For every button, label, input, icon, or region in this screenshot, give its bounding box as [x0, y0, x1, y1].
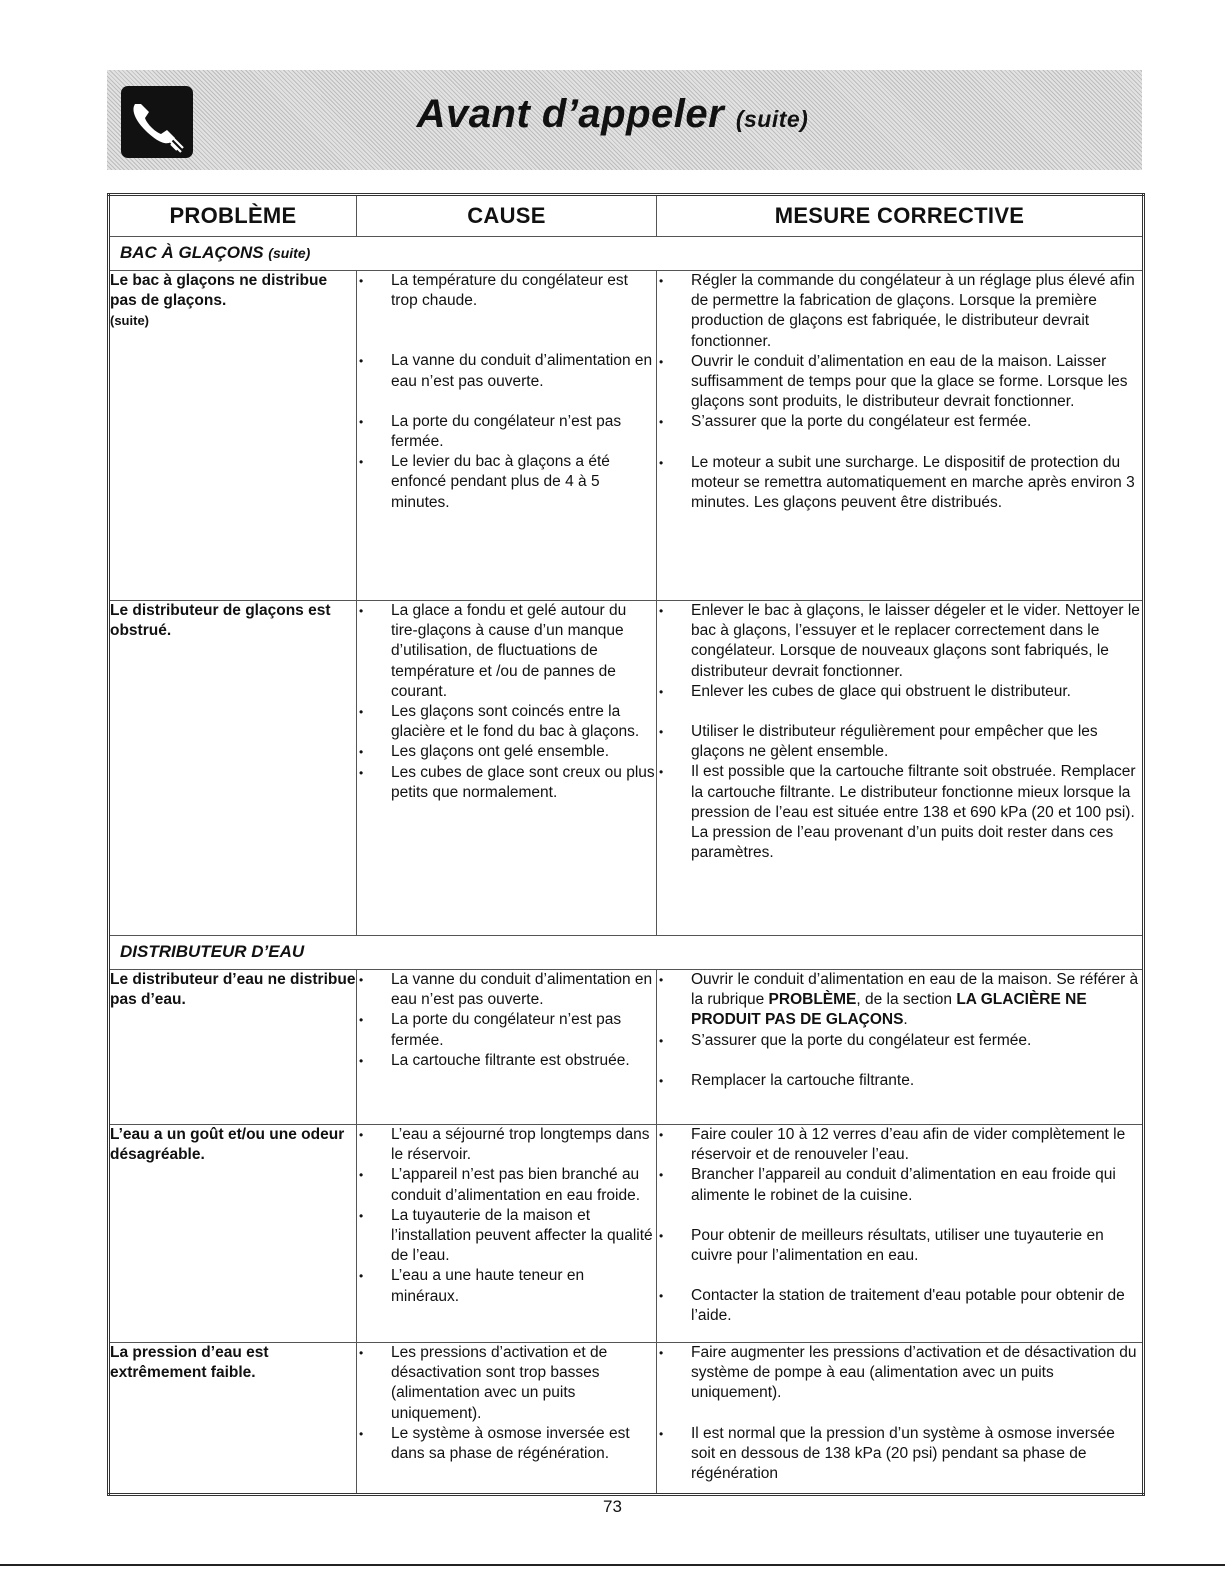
column-header-mesure-corrective: MESURE CORRECTIVE	[657, 195, 1144, 237]
page-number: 73	[603, 1497, 622, 1516]
table-row	[109, 601, 1144, 936]
section-header-bac-a-glacons	[109, 237, 1144, 271]
problem-text: Le distributeur d’eau ne distribue pas d’eau.	[109, 970, 357, 1125]
cause-list	[357, 601, 656, 803]
action-item: • Enlever les cubes de glace qui obstruent le distributeur.	[657, 682, 1142, 702]
table-row	[109, 1343, 1144, 1495]
cause-item: • La vanne du conduit d’alimentation en eau n’est pas ouverte.	[357, 351, 656, 391]
problem-suffix: (suite)	[110, 313, 149, 328]
action-list	[657, 1125, 1142, 1327]
cause-item: • La porte du congélateur n’est pas fermée.	[357, 1010, 656, 1050]
action-item: • Enlever le bac à glaçons, le laisser dégeler et le vider. Nettoyer le bac à glaçons, l’essuyer et le replacer correctement dans le congélateur. Lorsque de nouveaux glaçons sont fabriqués, le distributeur devrait fonctionner.	[657, 601, 1142, 682]
cause-item: • Les glaçons ont gelé ensemble.	[357, 742, 656, 762]
action-item: • S’assurer que la porte du congélateur est fermée.	[657, 412, 1142, 432]
action-item: • Il est normal que la pression d’un système à osmose inversée soit en dessous de 138 kPa (20 psi) pendant sa phase de régénération	[657, 1424, 1142, 1485]
problem-text: La pression d’eau est extrêmement faible.	[109, 1343, 357, 1495]
action-item: • Faire couler 10 à 12 verres d’eau afin de vider complètement le réservoir et de renouveler l’eau.	[657, 1125, 1142, 1165]
problem-text: L’eau a un goût et/ou une odeur désagréable.	[109, 1125, 357, 1343]
cause-list	[357, 970, 656, 1071]
table-header-row	[109, 195, 1144, 237]
keyword-probleme: PROBLÈME	[768, 991, 857, 1009]
page-bottom-rule	[0, 1564, 1225, 1566]
page-title: Avant d’appeler (suite)	[416, 92, 809, 136]
cause-item: • L’appareil n’est pas bien branché au conduit d’alimentation en eau froide.	[357, 1165, 656, 1205]
cause-item: • Le levier du bac à glaçons a été enfoncé pendant plus de 4 à 5 minutes.	[357, 452, 656, 513]
cause-list	[357, 1125, 656, 1307]
cause-item: • La glace a fondu et gelé autour du tire-glaçons à cause d’un manque d’utilisation, de fluctuations de température et /ou de pannes de courant.	[357, 601, 656, 702]
section-label: DISTRIBUTEUR D’EAU	[109, 936, 357, 970]
action-item: • S’assurer que la porte du congélateur est fermée.	[657, 1031, 1142, 1051]
column-header-probleme: PROBLÈME	[109, 195, 357, 237]
action-item: • Ouvrir le conduit d’alimentation en eau de la maison. Se référer à la rubrique PROBLÈME, de la section LA GLACIÈRE NE PRODUIT PAS DE GLAÇONS.	[657, 970, 1142, 1031]
cause-list	[357, 1343, 656, 1464]
cause-item: • Les cubes de glace sont creux ou plus petits que normalement.	[357, 763, 656, 803]
problem-text: Le bac à glaçons ne distribue pas de glaçons.	[110, 272, 328, 309]
cause-item: • L’eau a une haute teneur en minéraux.	[357, 1266, 656, 1306]
cause-list	[357, 271, 656, 513]
cause-item: • Le système à osmose inversée est dans sa phase de régénération.	[357, 1424, 656, 1464]
keyword-section-title: LA GLACIÈRE NE PRODUIT PAS DE GLAÇONS	[691, 991, 1087, 1029]
action-list	[657, 601, 1142, 863]
action-list	[657, 271, 1142, 513]
cause-item: • La porte du congélateur n’est pas fermée.	[357, 412, 656, 452]
action-item: • Utiliser le distributeur régulièrement pour empêcher que les glaçons ne gèlent ensemble.	[657, 722, 1142, 762]
section-header-distributeur-d-eau	[109, 936, 1144, 970]
cause-item: • La vanne du conduit d’alimentation en eau n’est pas ouverte.	[357, 970, 656, 1010]
action-item: • Contacter la station de traitement d'eau potable pour obtenir de l’aide.	[657, 1286, 1142, 1326]
action-item: • Ouvrir le conduit d’alimentation en eau de la maison. Laisser suffisamment de temps pour que la glace se forme. Lorsque les glaçons sont produits, le distributeur devrait fonctionner.	[657, 352, 1142, 413]
action-item: • Pour obtenir de meilleurs résultats, utiliser une tuyauterie en cuivre pour l’alimentation en eau.	[657, 1226, 1142, 1266]
table-row	[109, 271, 1144, 601]
section-label-suffix: (suite)	[268, 245, 311, 261]
cause-item: • La température du congélateur est trop chaude.	[357, 271, 656, 311]
action-item: • Brancher l’appareil au conduit d’alimentation en eau froide qui alimente le robinet de la cuisine.	[657, 1165, 1142, 1205]
action-item: • Faire augmenter les pressions d’activation et de désactivation du système de pompe à eau (alimentation avec un puits uniquement).	[657, 1343, 1142, 1404]
action-item: • Régler la commande du congélateur à un réglage plus élevé afin de permettre la fabrication de glaçons. Lorsque la première production de glaçons est fabriquée, le distributeur devrait fonctionner.	[657, 271, 1142, 352]
cause-item: • L’eau a séjourné trop longtemps dans le réservoir.	[357, 1125, 656, 1165]
cause-item: • La cartouche filtrante est obstruée.	[357, 1051, 656, 1071]
table-row	[109, 1125, 1144, 1343]
cause-item: • La tuyauterie de la maison et l’installation peuvent affecter la qualité de l’eau.	[357, 1206, 656, 1267]
section-label: BAC À GLAÇONS	[120, 243, 264, 262]
problem-text: Le distributeur de glaçons est obstrué.	[109, 601, 357, 936]
action-item: • Il est possible que la cartouche filtrante soit obstruée. Remplacer la cartouche filtrante. Le distributeur fonctionne mieux lorsque la pression de l’eau est située entre 138 et 690 kPa (20 et 100 psi). La pression de l’eau provenant d’un puits doit rester dans ces paramètres.	[657, 762, 1142, 863]
action-item: • Remplacer la cartouche filtrante.	[657, 1071, 1142, 1091]
column-header-cause: CAUSE	[357, 195, 657, 237]
cause-item: • Les pressions d’activation et de désactivation sont trop basses (alimentation avec un puits uniquement).	[357, 1343, 656, 1424]
troubleshooting-table	[107, 193, 1145, 1496]
cause-item: • Les glaçons sont coincés entre la glacière et le fond du bac à glaçons.	[357, 702, 656, 742]
action-list	[657, 1343, 1142, 1484]
action-item: • Le moteur a subit une surcharge. Le dispositif de protection du moteur se remettra automatiquement en marche après environ 3 minutes. Les glaçons peuvent être distribués.	[657, 453, 1142, 514]
action-list	[657, 970, 1142, 1091]
table-row	[109, 970, 1144, 1125]
